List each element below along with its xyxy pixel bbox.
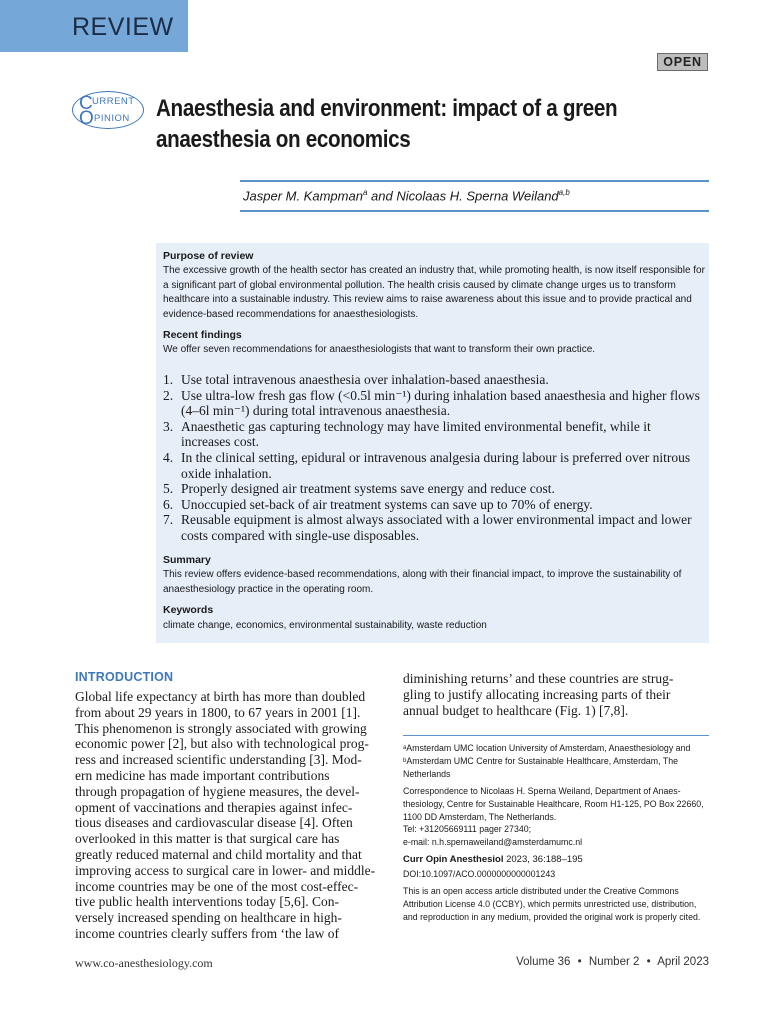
intro-line: ern medicine has made important contributions — [75, 767, 330, 783]
finding-text: Use total intravenous anaesthesia over inhalation-based anaesthesia. — [181, 372, 549, 387]
footer-date: April 2023 — [657, 956, 709, 968]
finding-item: 5. Properly designed air treatment systems save energy and reduce cost. — [163, 481, 555, 497]
journal-name: Curr Opin Anesthesiol — [403, 854, 504, 865]
author-2-affil: a,b — [558, 188, 570, 197]
logo-letter-c: C — [79, 93, 93, 114]
intro-line: diminishing returns’ and these countries are strug- — [403, 671, 674, 686]
intro-line: tious diseases and cardiovascular disease [4]. Often — [75, 815, 353, 831]
journal-reference: 2023, 36:188–195 — [503, 854, 583, 865]
intro-line: annual budget to healthcare (Fig. 1) [7,8]. — [403, 702, 629, 718]
footer-issue-info — [500, 956, 709, 968]
finding-item: 3. Anaesthetic gas capturing technology may have limited environmental benefit, while it increases cost. — [163, 418, 651, 450]
finding-text: Anaesthetic gas capturing technology may have limited environmental benefit, while it increases cost. — [181, 418, 651, 450]
intro-line: versely increased spending on healthcare in high- — [75, 910, 342, 926]
intro-line: income countries may be one of the most cost-effec- — [75, 878, 359, 894]
author-line — [243, 188, 570, 203]
keywords-text: climate change, economics, environmental sustainability, waste reduction — [163, 620, 487, 631]
intro-line: income countries clearly suffers from ‘the law of — [75, 925, 340, 941]
author-rule-bottom — [240, 210, 709, 212]
journal-logo — [72, 91, 144, 129]
finding-item: 2. Use ultra-low fresh gas flow (<0.5l min⁻¹) during inhalation based anaesthesia and higher flows (4–6l min⁻¹) during total intravenous anaesthesia. — [163, 387, 700, 419]
finding-item: 6. Unoccupied set-back of air treatment systems can save up to 70% of energy. — [163, 496, 593, 512]
finding-text: Unoccupied set-back of air treatment systems can save up to 70% of energy. — [181, 496, 593, 512]
purpose-heading: Purpose of review — [163, 250, 254, 262]
finding-text: Reusable equipment is almost always associated with a lower environmental impact and lower costs compared with single-use disposables. — [181, 512, 692, 543]
intro-line: overlooked in this matter is that surgical care has — [75, 831, 340, 847]
summary-heading: Summary — [163, 554, 211, 566]
keywords-heading: Keywords — [163, 604, 214, 616]
logo-line-2: PINION — [94, 113, 130, 124]
author-1-affil: a — [362, 188, 368, 197]
intro-line: This phenomenon is strongly associated with growing — [75, 720, 367, 736]
license-notice: This is an open access article distributed under the Creative Commons Attribution License 4.0 (CCBY), which permits unrestricted use, distribution, and reproduction in any medium, provided the original work is properly cited. — [403, 886, 701, 922]
article-title: Anaesthesia and environment: impact of a green anaesthesia on economics — [156, 95, 618, 153]
correspondence: Correspondence to Nicolaas H. Sperna Weiland, Department of Anaes-thesiology, Centre for Sustainable Healthcare, Room H1-125, PO Box 22660, 1100 DD Amsterdam, The Netherlands. — [403, 786, 704, 822]
footer-number: Number 2 — [588, 956, 640, 968]
finding-text: Properly designed air treatment systems save energy and reduce cost. — [181, 481, 555, 497]
intro-right-column — [403, 671, 709, 718]
intro-line: greatly reduced maternal and child mortality and that — [75, 846, 362, 862]
journal-citation — [403, 854, 709, 867]
findings-list — [163, 372, 703, 544]
open-access-badge: OPEN — [657, 53, 708, 71]
findings-heading: Recent findings — [163, 329, 242, 341]
logo-letter-o: O — [79, 108, 94, 129]
section-tab-label: REVIEW — [72, 13, 174, 41]
finding-item: 4. In the clinical setting, epidural or intravenous analgesia during labour is preferred over nitrous oxide inhalation. — [163, 449, 691, 481]
findings-intro: We offer seven recommendations for anaesthesiologists that want to transform their own practice. — [163, 344, 596, 355]
introduction-heading: INTRODUCTION — [75, 670, 174, 684]
footer-volume: Volume 36 — [516, 956, 571, 968]
footer-website[interactable]: www.co-anesthesiology.com — [75, 956, 213, 970]
footnote-divider — [403, 735, 709, 736]
intro-line: improving access to surgical care in lower- and middle- — [75, 862, 376, 878]
intro-line: opment of vaccinations and therapies against infec- — [75, 799, 353, 815]
doi: DOI:10.1097/ACO.0000000000001243 — [403, 869, 556, 879]
intro-line: economic power [2], but also with technological prog- — [75, 736, 369, 752]
footer-bullet: • — [646, 956, 651, 968]
telephone: Tel: +31205669111 pager 27340; — [403, 824, 532, 834]
summary-text: This review offers evidence-based recommendations, along with their financial impact, to improve the sustainability of anaesthesiology practice in the operating room. — [163, 569, 682, 595]
intro-line: tive public health interventions today [5,6]. Con- — [75, 894, 339, 910]
affiliations: ᵃAmsterdam UMC location University of Amsterdam, Anaesthesiology and ᵇAmsterdam UMC Centre for Sustainable Healthcare, Amsterdam, The Netherlands — [403, 743, 691, 779]
intro-line: from about 29 years in 1800, to 67 years in 2001 [1]. — [75, 704, 361, 720]
intro-line: through propagation of hygiene measures, the devel- — [75, 783, 360, 799]
author-2: Nicolaas H. Sperna Weiland — [396, 188, 559, 204]
intro-line: ress and increased scientific understanding [3]. Mod- — [75, 752, 362, 768]
finding-text: Use ultra-low fresh gas flow (<0.5l min⁻¹) during inhalation based anaesthesia and higher flows (4–6l min⁻¹) during total intravenous anaesthesia. — [181, 387, 700, 419]
finding-item: 7. Reusable equipment is almost always associated with a lower environmental impact and lower costs compared with single-use disposables. — [163, 512, 692, 543]
logo-line-1: URRENT — [92, 96, 135, 107]
intro-line: Global life expectancy at birth has more than doubled — [75, 689, 366, 704]
section-tab — [0, 0, 188, 52]
author-1: Jasper M. Kampman — [243, 188, 363, 204]
footer-bullet: • — [577, 956, 582, 968]
author-conjunction: and — [367, 188, 397, 204]
finding-item: 1. Use total intravenous anaesthesia over inhalation-based anaesthesia. — [163, 372, 549, 387]
author-rule-top — [240, 180, 709, 182]
purpose-text: The excessive growth of the health sector has created an industry that, while promoting health, is now itself responsible for a significant part of global environmental pollution. The health crisis caused by climate change urges us to transform healthcare into a sustainable industry. This review aims to raise awareness about this issue and to provide practical and evidence-based recommendations for anaesthesiologists. — [163, 265, 705, 320]
finding-text: In the clinical setting, epidural or intravenous analgesia during labour is preferred over nitrous oxide inhalation. — [181, 449, 691, 481]
intro-line: gling to justify allocating increasing parts of their — [403, 686, 671, 702]
intro-left-column — [75, 689, 380, 942]
email-address: e-mail: n.h.spernaweiland@amsterdamumc.nl — [403, 837, 583, 847]
